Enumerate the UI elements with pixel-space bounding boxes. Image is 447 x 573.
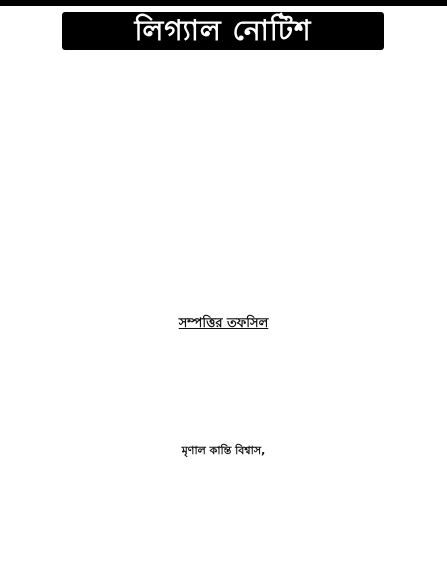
advocate-name: মৃণাল কান্তি বিশ্বাস, xyxy=(181,444,266,457)
headline-banner xyxy=(62,12,384,50)
top-cut-strip xyxy=(0,0,447,6)
schedule-body xyxy=(12,338,435,438)
notice-body xyxy=(12,70,435,310)
advocate-signature-block xyxy=(12,444,435,568)
schedule-heading: সম্পত্তির তফসিল xyxy=(178,316,269,331)
headline-text: লিগ্যাল নোটিশ xyxy=(134,14,312,47)
